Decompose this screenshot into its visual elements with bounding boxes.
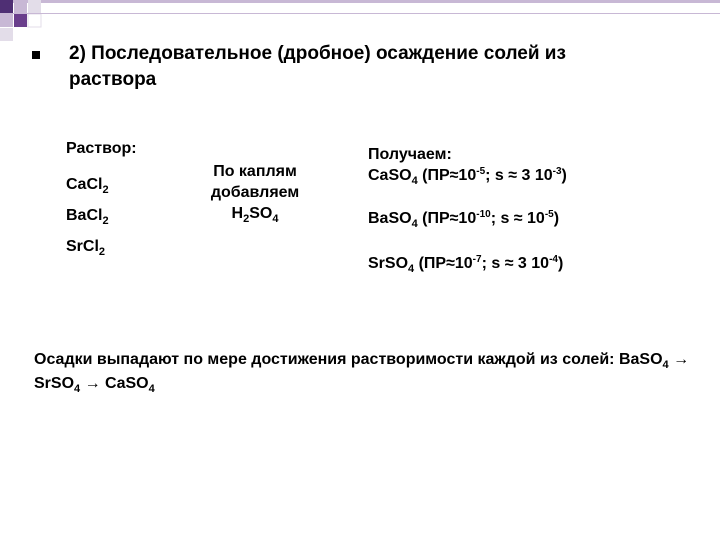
deco-square — [0, 28, 13, 41]
top-rule — [0, 0, 720, 3]
reagent-formula: $H_2SO_4$ — [231, 205, 279, 225]
result-caso4: CaSO$_4$ ($ПР\approx 10^{-5}$; s ≈ 3 $10^{-3}$) — [368, 166, 567, 187]
results-label: Получаем: — [368, 146, 452, 163]
solution-label: Раствор: — [66, 140, 137, 157]
action-line-2: добавляем — [210, 184, 300, 201]
action-line-1: По каплям — [213, 163, 297, 180]
deco-square — [14, 0, 27, 13]
result-baso4: BaSO$_4$ ($ПР\approx 10^{-10}$; $s \approx 10^{-5}$) — [368, 209, 560, 230]
deco-square — [0, 0, 13, 13]
deco-square — [14, 14, 27, 27]
slide-heading: 2) Последовательное (дробное) осаждение солей из раствора — [69, 43, 566, 90]
result-srso4: SrSO$_4$ ($ПР\approx 10^{-7}$; s ≈ 3 $10^{-4}$) — [368, 254, 564, 275]
salt-cacl2: CaCl$_2$ — [66, 176, 109, 196]
salt-bacl2: BaCl$_2$ — [66, 207, 109, 227]
conclusion-text: Осадки выпадают по мере достижения растворимости каждой из солей: BaSO$_4$ → SrSO$_4$ → CaSO$_4$ — [34, 351, 690, 395]
deco-square — [28, 0, 41, 13]
salt-srcl2: SrCl$_2$ — [66, 238, 106, 258]
square-bullet-icon — [32, 51, 40, 59]
deco-square — [28, 14, 41, 27]
deco-square — [0, 14, 13, 27]
action-text — [190, 161, 320, 224]
